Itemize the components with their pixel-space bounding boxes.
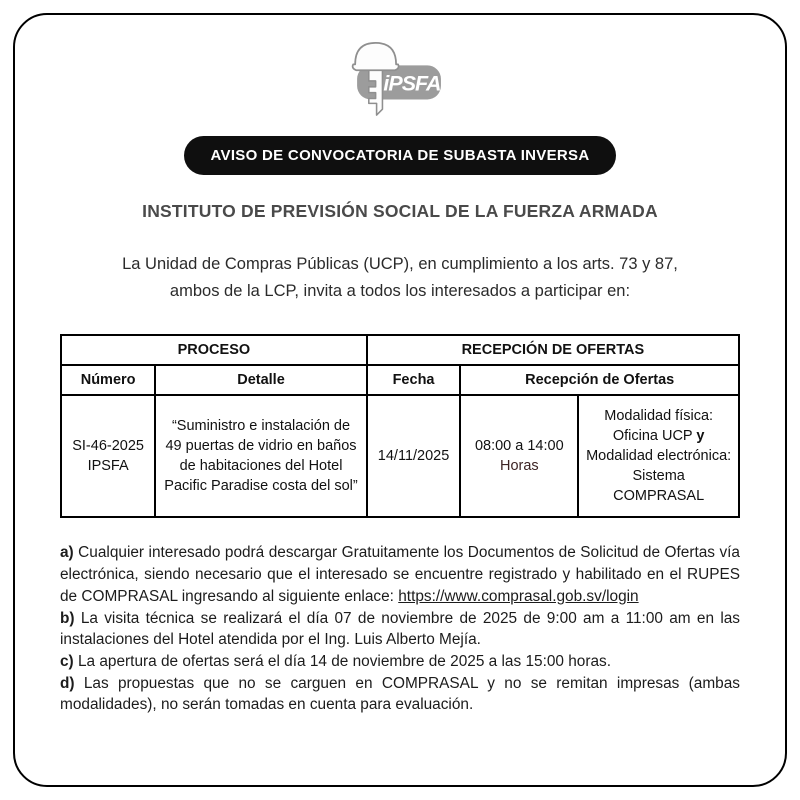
cell-modalidad [578,395,739,517]
note-d [60,673,740,716]
cell-fecha: 14/11/2025 [367,395,461,517]
group-header-row [61,335,739,365]
horario-unit: Horas [499,458,539,475]
note-c-text: La apertura de ofertas será el día 14 de noviembre de 2025 a las 15:00 horas. [77,653,612,671]
note-b-text: La visita técnica se realizará el día 07 de noviembre de 2025 de 9:00 am a 11:00 am en las instalaciones del Hotel atendida por el Ing. Luis Alberto Mejía. [60,609,740,649]
group-header-recepcion: RECEPCIÓN DE OFERTAS [367,335,739,365]
key-icon [369,65,383,115]
col-header-fecha: Fecha [367,365,461,395]
note-a-prefix: a) [60,544,74,562]
notes-section [60,542,740,716]
comprasal-login-link[interactable]: https://www.comprasal.gob.sv/login [398,587,639,605]
institution-title: INSTITUTO DE PREVISIÓN SOCIAL DE LA FUERZA ARMADA [142,201,658,221]
modalidad-text-2: Modalidad electrónica: Sistema COMPRASAL [586,448,732,505]
note-a [60,542,740,607]
modalidad-bold-y: y [696,428,705,445]
logo-text: iPSFA [383,71,441,96]
note-d-prefix: d) [60,674,75,692]
ipsfa-logo-graphic [350,40,450,118]
note-c [60,651,740,673]
column-header-row [61,365,739,395]
note-c-prefix: c) [60,653,74,671]
table-row [61,395,739,517]
note-b-prefix: b) [60,609,75,627]
modalidad-text-1: Modalidad física: Oficina UCP [604,408,714,445]
note-d-text: Las propuestas que no se carguen en COMPRASAL y no se remitan impresas (ambas modalidades), no serán tomadas en cuenta para evaluación. [60,674,740,714]
note-a-text: Cualquier interesado podrá descargar Gratuitamente los Documentos de Solicitud de Ofertas vía electrónica, siendo necesario que el interesado se encuentre registrado y habilitado en el RUPES de COMPRASAL ingresando al siguiente enlace: [60,544,740,605]
intro-paragraph: La Unidad de Compras Públicas (UCP), en cumplimiento a los arts. 73 y 87, ambos de la LCP, invita a todos los interesados a participar en: [122,255,678,300]
cell-numero: SI-46-2025 IPSFA [61,395,155,517]
process-table [60,334,740,518]
cell-detalle: “Suministro e instalación de 49 puertas de vidrio en baños de habitaciones del Hotel Pacific Paradise costa del sol” [155,395,367,517]
note-b [60,608,740,651]
col-header-recepcion-ofertas: Recepción de Ofertas [460,365,739,395]
ipsfa-logo [60,40,740,118]
banner-title: AVISO DE CONVOCATORIA DE SUBASTA INVERSA [184,136,617,175]
group-header-proceso: PROCESO [61,335,367,365]
col-header-numero: Número [61,365,155,395]
horario-time: 08:00 a 14:00 [474,438,564,455]
col-header-detalle: Detalle [155,365,367,395]
helmet-icon [353,43,399,70]
cell-horario [460,395,578,517]
notice-card [13,13,787,787]
